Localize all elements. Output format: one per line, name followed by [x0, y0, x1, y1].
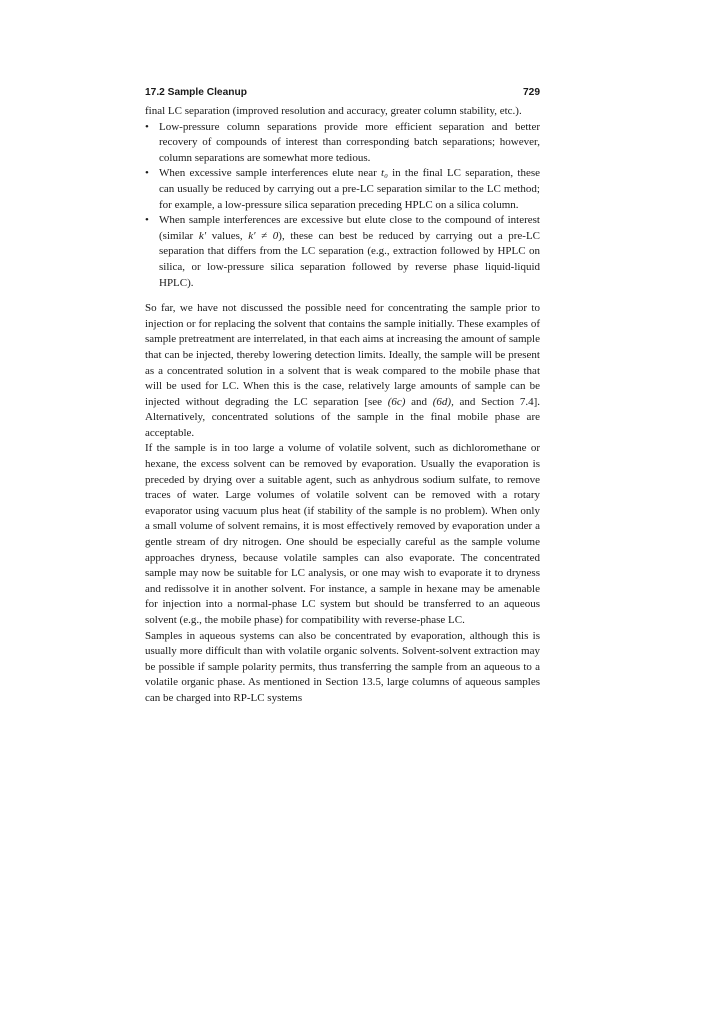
bullet-text-part: When sample interferences are excessive but elute close to the compound of interest (similar [159, 214, 540, 242]
paragraph: Samples in aqueous systems can also be concentrated by evaporation, although this is usually more difficult than with volatile organic solvents. Solvent-solvent extraction may be possible if sample polarity permits, thus transferring the sample from an aqueous to a volatile organic phase. As mentioned in Section 13.5, large columns of aqueous samples can be charged into RP-LC systems [145, 629, 540, 704]
page-number: 729 [523, 87, 540, 98]
paragraph-text: and [405, 395, 433, 408]
math-symbol: k′ [198, 229, 207, 242]
math-symbol: k′ ≠ 0 [248, 229, 279, 242]
continued-bullet-text: final LC separation (improved resolution and accuracy, greater column stability, etc.). [145, 105, 522, 117]
paragraph-text: So far, we have not discussed the possible need for concentrating the sample prior to injection or for replacing the solvent that contains the sample initially. These examples of sample pretreatment are interrelated, in that each aims at increasing the amount of sample that can be injected, thereby lowering detection limits. Ideally, the sample will be present as a concentrated solution in a solvent that is weak compared to the mobile phase that will be used for LC. When this is the case, relatively large amounts of sample can be injected without degrading the LC separation [see [145, 302, 540, 408]
bullet-item [145, 166, 540, 213]
section-title: 17.2 Sample Cleanup [145, 87, 247, 98]
math-symbol: t₀ [381, 167, 388, 180]
running-head [145, 86, 540, 100]
body-text [145, 104, 540, 707]
paragraph-text: and Section 7.4]. Alternatively, concentrated solutions of the sample in the final mobile phase are acceptable. [145, 395, 540, 439]
bullet-list [145, 120, 540, 292]
bullet-marker: • [145, 167, 149, 180]
bullet-item [145, 120, 540, 167]
book-page [145, 86, 540, 707]
paragraph: If the sample is in too large a volume of volatile solvent, such as dichloromethane or hexane, the excess solvent can be removed by evaporation. Usually the evaporation is preceded by drying over a suitable agent, such as anhydrous sodium sulfate, to remove traces of water. Large volumes of volatile solvent can be removed with a rotary evaporator using vacuum plus heat (if stability of the sample is no problem). When only a small volume of solvent remains, it is most effectively removed by evaporation under a gentle stream of dry nitrogen. One should be especially careful as the sample volume approaches dryness, because volatile samples can also evaporate. The concentrated sample may now be suitable for LC analysis, or one may wish to evaporate it to dryness and redissolve it in another solvent. For instance, a sample in hexane may be amenable for injection into a normal-phase LC system but should be transferred to an aqueous solvent (e.g., the mobile phase) for compatibility with reverse-phase LC. [145, 442, 540, 626]
bullet-marker: • [145, 120, 149, 133]
equation-reference: (6d), [432, 395, 454, 408]
equation-reference: (6c) [387, 395, 406, 408]
bullet-text-part: values, [206, 229, 249, 242]
bullet-text-part: ), these can best be reduced by carrying out a pre-LC separation that differs from the LC separation (e.g., extraction followed by HPLC on silica, or low-pressure silica separation followed by reverse phase liquid-liquid HPLC). [159, 229, 541, 289]
bullet-text-part: in the final LC separation, these can usually be reduced by carrying out a pre-LC separation similar to the LC method; for example, a low-pressure silica separation preceding HPLC on a silica column. [159, 167, 541, 211]
bullet-item [145, 213, 540, 291]
bullet-text: Low-pressure column separations provide more efficient separation and better recovery of compounds of interest than corresponding batch separations; however, column separations are somewhat more tedious. [159, 120, 540, 164]
bullet-text-part: When excessive sample interferences elute near [159, 167, 382, 180]
bullet-marker: • [145, 214, 149, 227]
paragraph [145, 301, 540, 441]
